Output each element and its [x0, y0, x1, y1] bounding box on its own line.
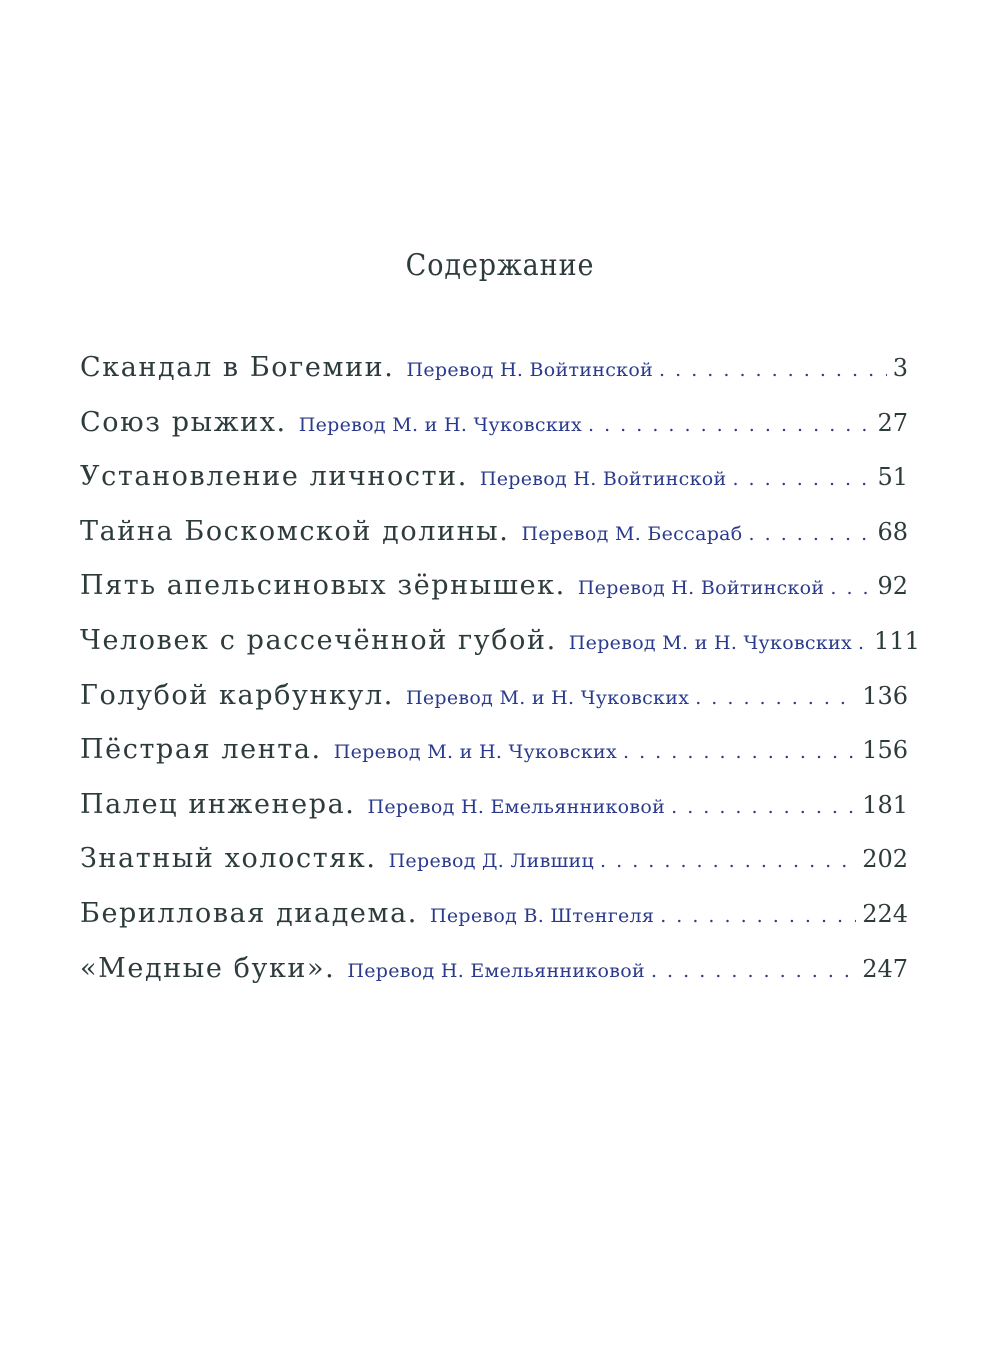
dot-leader: [600, 850, 856, 872]
page-title: Содержание: [405, 248, 595, 283]
translator-credit: Перевод Н. Войтинской: [479, 468, 727, 491]
story-title: Пять апельсиновых зёрнышек.: [80, 570, 566, 602]
dot-leader: [659, 359, 887, 381]
translator-credit: Перевод Н. Емельянниковой: [347, 959, 645, 982]
page-number: 51: [877, 463, 908, 492]
translator-credit: Перевод Н. Войтинской: [577, 577, 825, 600]
page-number: 224: [862, 899, 908, 928]
dot-leader: [749, 523, 872, 545]
dot-leader: [588, 414, 871, 436]
table-of-contents: [80, 352, 920, 1007]
dot-leader: [858, 632, 868, 654]
toc-entry: [80, 734, 908, 789]
translator-credit: Перевод Н. Войтинской: [406, 359, 654, 381]
toc-entry: [80, 953, 908, 1008]
translator-credit: Перевод М. и Н. Чуковских: [298, 413, 583, 436]
story-title: Знатный холостяк.: [80, 843, 377, 875]
page-number: 92: [877, 572, 908, 601]
translator-credit: Перевод М. и Н. Чуковских: [568, 631, 853, 654]
story-title: Берилловая диадема.: [80, 897, 418, 929]
page-number: 247: [862, 954, 908, 983]
story-title: «Медные буки».: [80, 952, 336, 984]
translator-credit: Перевод Н. Емельянниковой: [367, 795, 666, 818]
story-title: Установление личности.: [80, 461, 468, 493]
translator-credit: Перевод М. и Н. Чуковских: [405, 686, 690, 709]
dot-leader: [732, 468, 871, 490]
toc-entry: [80, 407, 908, 462]
dot-leader: [830, 577, 871, 599]
story-title: Союз рыжих.: [80, 406, 287, 438]
toc-entry: [80, 352, 908, 407]
translator-credit: Перевод М. и Н. Чуковских: [333, 741, 617, 764]
toc-entry: [80, 843, 908, 898]
translator-credit: Перевод Д. Лившиц: [388, 850, 595, 873]
toc-entry: [80, 516, 908, 571]
page-number: 3: [892, 354, 908, 382]
page-number: 156: [862, 736, 908, 765]
dot-leader: [660, 905, 856, 927]
page-number: 111: [874, 626, 920, 655]
story-title: Пёстрая лента.: [80, 734, 322, 766]
story-title: Скандал в Богемии.: [80, 352, 395, 383]
page-number: 181: [862, 790, 908, 819]
page-number: 202: [862, 845, 908, 874]
toc-entry: [80, 789, 908, 844]
translator-credit: Перевод М. Бессараб: [521, 522, 743, 545]
toc-entry: [80, 570, 908, 625]
toc-entry: [80, 680, 908, 735]
toc-entry: [80, 624, 920, 680]
dot-leader: [651, 960, 856, 982]
story-title: Голубой карбункул.: [80, 679, 394, 711]
story-title: Человек с рассечённой губой.: [80, 624, 557, 656]
story-title: Тайна Боскомской долины.: [80, 515, 510, 547]
toc-entry: [80, 898, 908, 953]
story-title: Палец инженера.: [80, 788, 356, 820]
dot-leader: [623, 741, 856, 763]
translator-credit: Перевод В. Штенгеля: [429, 904, 655, 927]
dot-leader: [671, 796, 856, 818]
page-number: 136: [862, 681, 908, 710]
page-number: 68: [877, 517, 908, 546]
toc-entry: [80, 461, 908, 516]
page-number: 27: [877, 408, 908, 437]
dot-leader: [695, 687, 856, 709]
